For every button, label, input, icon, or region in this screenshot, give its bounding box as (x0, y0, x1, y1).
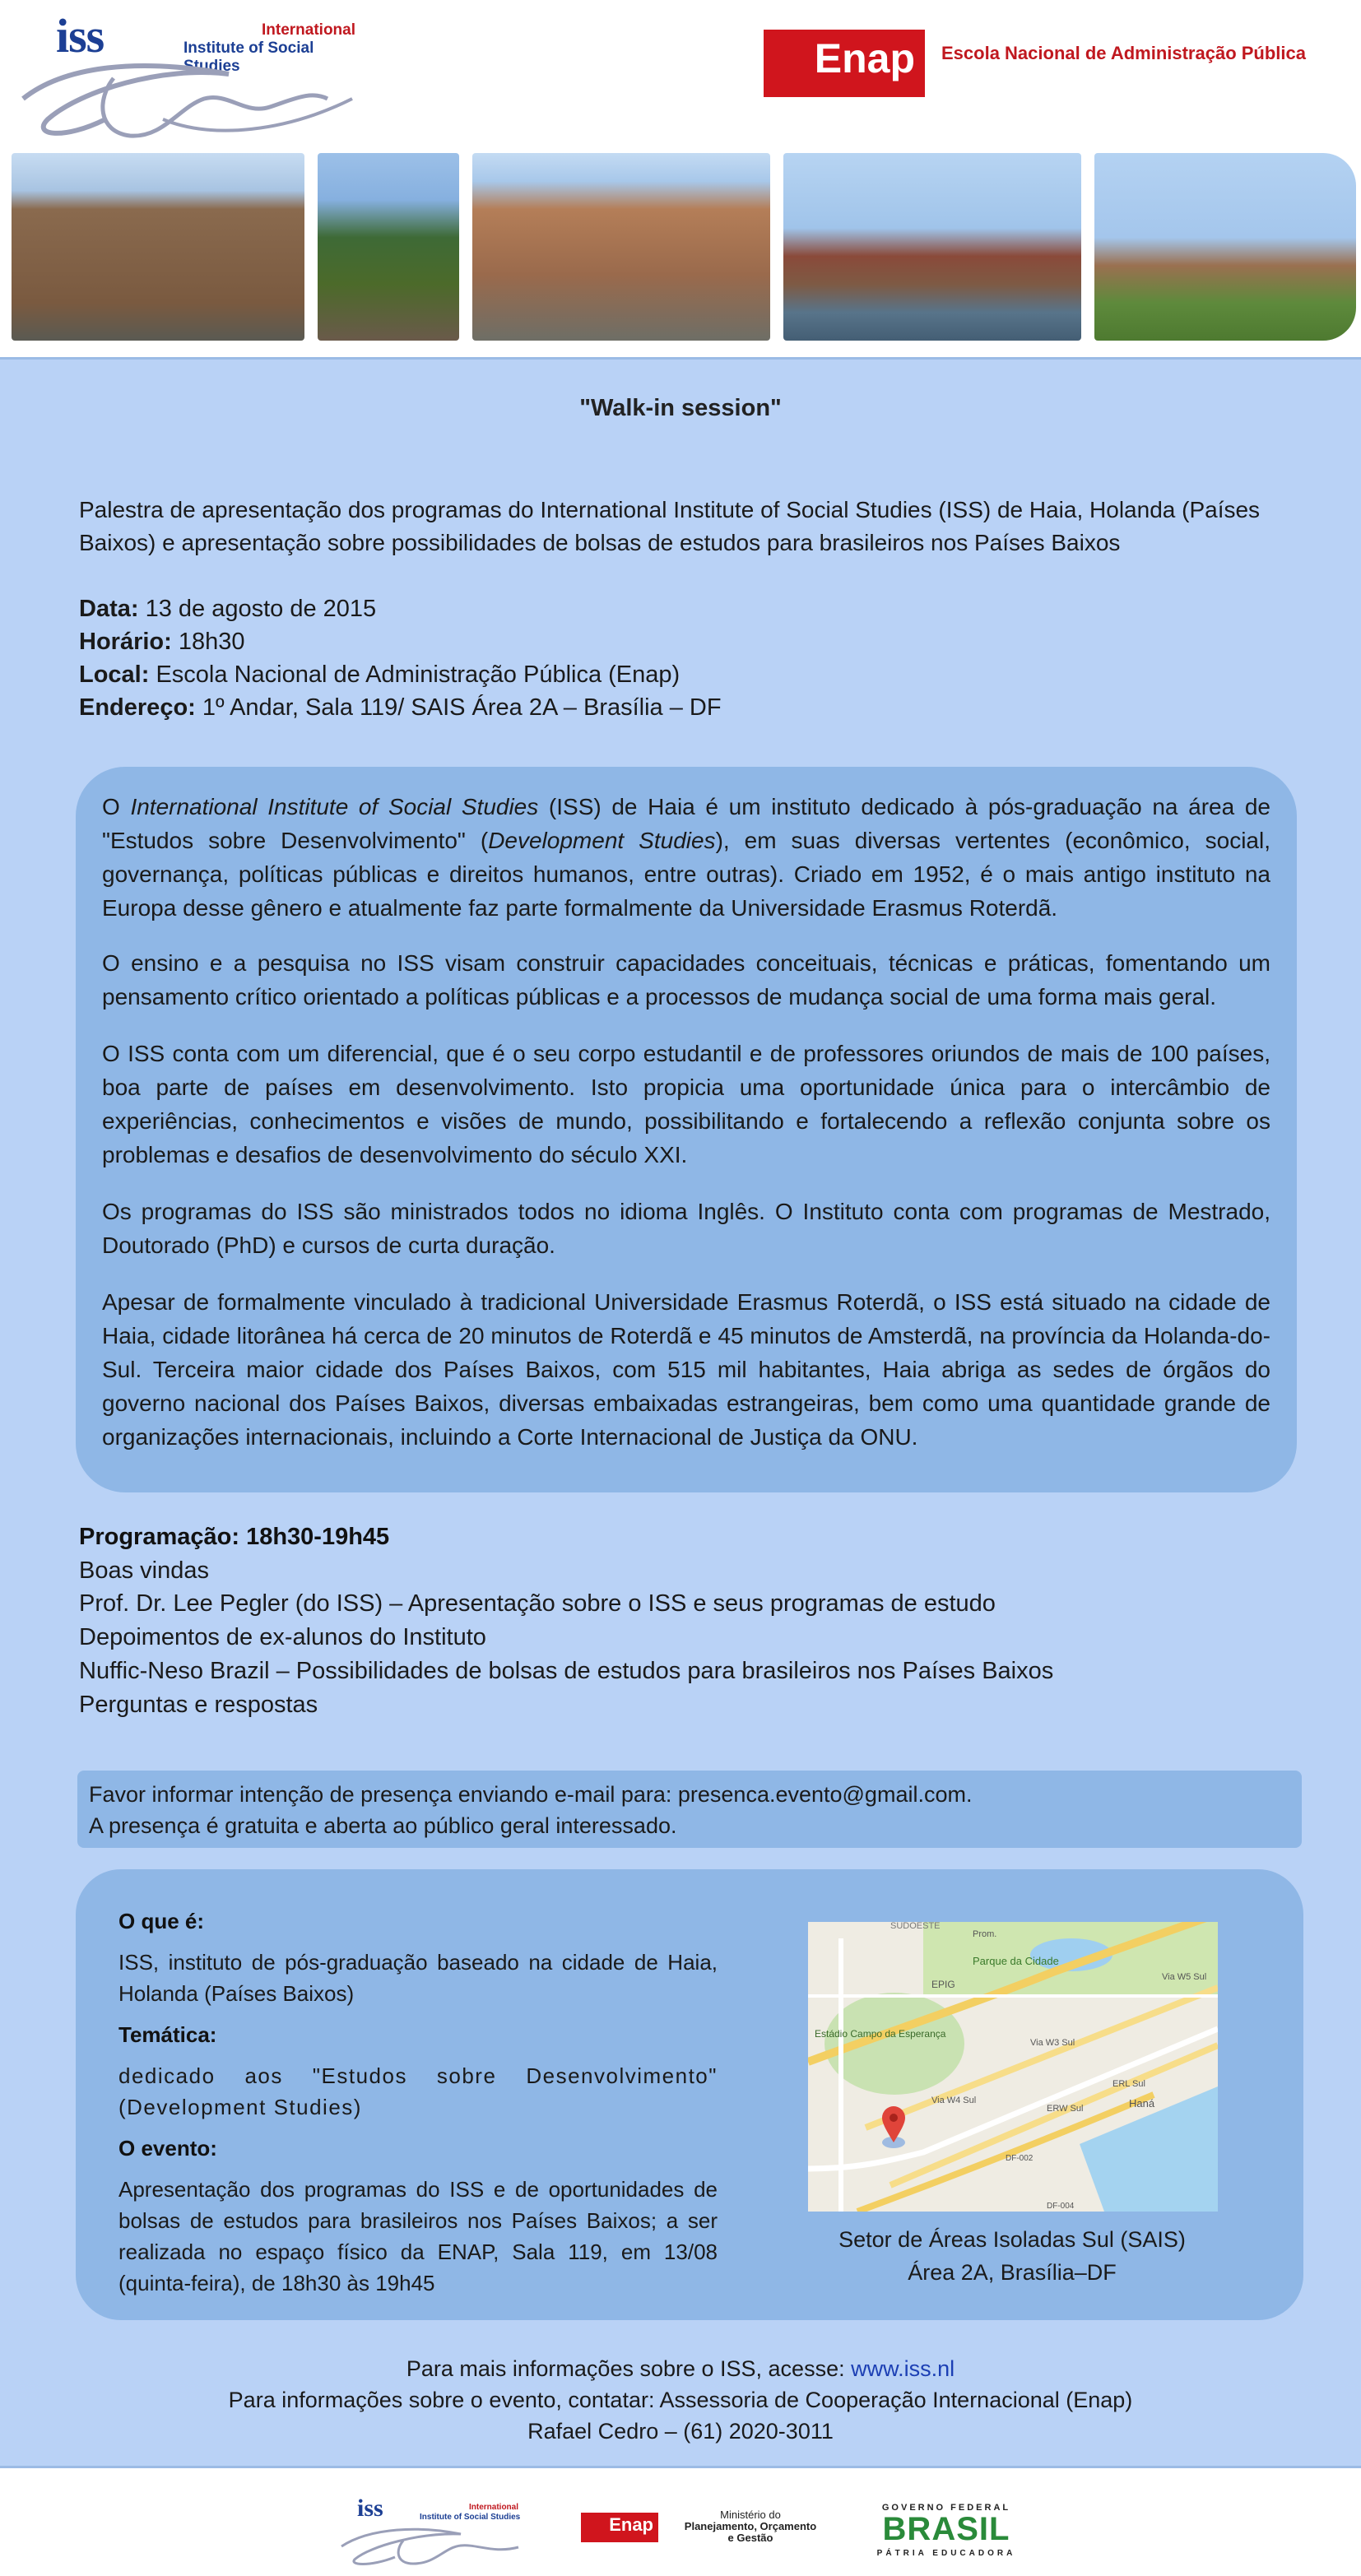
about-emphasis: International Institute of Social Studies (130, 794, 539, 819)
about-paragraph-2: O ensino e a pesquisa no ISS visam construir capacidades conceituais, técnicas e práticas, fomentando um pensamento crítico orientado a políticas públicas e a processos de mudança social de uma forma mais geral. (102, 950, 1270, 1010)
iss-logo-line1: International (262, 21, 356, 39)
map-label: Prom. (973, 1929, 997, 1939)
about-paragraph-4: Os programas do ISS são ministrados todos no idioma Inglês. O Instituto conta com programas de Mestrado, Doutorado (PhD) e cursos de curta duração. (102, 1199, 1270, 1258)
detail-value: Escola Nacional de Administração Pública (Enap) (149, 661, 680, 688)
footer-iss-logo (337, 2495, 527, 2567)
about-text: ), em suas diversas vertentes (econômico, social, governança, políticas públicas e direitos humanos, entre outras). Criado em 1952, é o mais antigo instituto na Europa desse gênero e atualmente faz parte formalmente da Universidade Erasmus Roterdã. (102, 828, 1270, 921)
map-graphic (808, 1922, 1218, 2212)
detail-label: Local: (79, 661, 150, 688)
footer-logos (0, 2476, 1361, 2576)
fact-text-theme: dedicado aos "Estudos sobre Desenvolvimento" (Development Studies) (118, 2063, 718, 2119)
map-caption (741, 2223, 1284, 2289)
about-paragraph-1 (102, 790, 1270, 925)
program-item: Nuffic-Neso Brazil – Possibilidades de bolsas de estudos para brasileiros nos Países Baixos (79, 1658, 1054, 1684)
enap-name: Escola Nacional de Administração Pública (941, 43, 1306, 63)
photo-townhouses (472, 153, 770, 341)
footer-brasil-logo (864, 2503, 1029, 2560)
program-item: Depoimentos de ex-alunos do Instituto (79, 1624, 486, 1650)
map-caption-line2: Área 2A, Brasília–DF (908, 2260, 1117, 2285)
map-label: Estádio Campo da Esperança (815, 2028, 946, 2040)
rsvp-box (77, 1771, 1302, 1848)
location-map[interactable] (808, 1922, 1218, 2212)
detail-value: 1º Andar, Sala 119/ SAIS Área 2A – Brasília – DF (195, 694, 722, 721)
about-box (76, 767, 1297, 1492)
photo-peace-palace (1094, 153, 1356, 341)
map-label: DF-002 (1006, 2154, 1034, 2163)
more-info-text: Para mais informações sobre o ISS, acesse: (406, 2356, 852, 2381)
erasmus-signature-icon (15, 41, 369, 148)
iss-logo-line2: Institute of Social Studies (183, 39, 314, 75)
detail-label: Endereço: (79, 694, 196, 721)
map-label: DF-004 (1047, 2202, 1075, 2211)
detail-date (79, 592, 376, 625)
fact-heading-theme: Temática: (118, 2022, 217, 2047)
footer-ministry-logo (668, 2509, 833, 2544)
about-emphasis: Development Studies (488, 828, 716, 853)
rsvp-email-line[interactable]: Favor informar intenção de presença enviando e-mail para: presenca.evento@gmail.com. (89, 1782, 973, 1807)
fact-heading-what: O que é: (118, 1909, 205, 1933)
map-caption-line1: Setor de Áreas Isoladas Sul (SAIS) (838, 2227, 1186, 2252)
map-label: SUDOESTE (890, 1922, 941, 1931)
enap-logo (764, 30, 925, 97)
detail-address (79, 691, 722, 724)
map-label: Via W4 Sul (931, 2096, 977, 2105)
detail-place (79, 658, 680, 691)
iss-logo-letters: iss (56, 9, 105, 63)
rsvp-note: A presença é gratuita e aberta ao público geral interessado. (89, 1813, 677, 1838)
fact-text-event: Apresentação dos programas do ISS e de oportunidades de bolsas de estudos para brasileiros nos Países Baixos; a ser realizada no espaço físico da ENAP, Sala 119, em 13/08 (quinta-feira), de 18h30 às 19h45 (118, 2177, 718, 2295)
map-label: Via W5 Sul (1162, 1972, 1207, 1982)
program-item: Prof. Dr. Lee Pegler (do ISS) – Apresentação sobre o ISS e seus programas de estudo (79, 1590, 996, 1617)
programacao-heading: Programação: 18h30-19h45 (79, 1524, 390, 1550)
session-title: "Walk-in session" (579, 395, 782, 421)
footer-ministry-line1: Ministério do (720, 2509, 781, 2521)
intro-text: Palestra de apresentação dos programas do International Institute of Social Studies (ISS) de Haia, Holanda (Países Baixos) e apresentação sobre possibilidades de bolsas de estudos para brasileiros nos Países Baixos (79, 497, 1261, 555)
contact-line: Para informações sobre o evento, contatar: Assessoria de Cooperação Internacional (Enap) (228, 2388, 1133, 2412)
footer-iss-line2: Institute of Social Studies (420, 2513, 521, 2522)
fact-text-what: ISS, instituto de pós-graduação baseado na cidade de Haia, Holanda (Países Baixos) (118, 1950, 718, 2006)
map-label: Via W3 Sul (1030, 2038, 1075, 2048)
photo-binnenhof (783, 153, 1081, 341)
phone-line: Rafael Cedro – (61) 2020-3011 (527, 2419, 834, 2444)
detail-label: Horário: (79, 629, 172, 655)
header (0, 0, 1361, 148)
map-pin-icon[interactable] (882, 2106, 905, 2148)
photo-strip (0, 148, 1361, 346)
footer-iss-line1: International (469, 2503, 519, 2512)
footer-gov-line: GOVERNO FEDERAL (881, 2503, 1011, 2513)
footer-ministry-line3: e Gestão (727, 2532, 773, 2544)
map-label: Parque da Cidade (973, 1955, 1059, 1967)
footer-ministry-line2: Planejamento, Orçamento (684, 2520, 817, 2532)
map-label: Haná (1129, 2097, 1155, 2110)
photo-canal (318, 153, 459, 341)
enap-logo-text: Enap (814, 35, 915, 81)
program-item: Boas vindas (79, 1557, 209, 1584)
detail-value: 18h30 (171, 629, 245, 655)
photo-iss-building (12, 153, 304, 341)
program-item: Perguntas e respostas (79, 1692, 318, 1718)
map-label: ERL Sul (1112, 2079, 1145, 2089)
detail-time (79, 625, 245, 658)
detail-value: 13 de agosto de 2015 (138, 596, 377, 622)
map-label: EPIG (931, 1979, 955, 1990)
more-info-line (0, 2356, 1361, 2382)
detail-label: Data: (79, 596, 139, 622)
fact-heading-event: O evento: (118, 2136, 217, 2161)
footer-enap-logo (581, 2513, 658, 2542)
map-label: ERW Sul (1047, 2104, 1084, 2114)
about-text: (ISS) de Haia é um instituto dedicado à pós-graduação na área de "Estudos sobre Desenvolvimento" ( (102, 794, 1271, 853)
about-text: O (102, 794, 131, 819)
footer-iss-letters: iss (357, 2495, 383, 2522)
iss-logo (15, 8, 369, 148)
about-paragraph-3: O ISS conta com um diferencial, que é o seu corpo estudantil e de professores oriundos de mais de 100 países, boa parte de países em desenvolvimento. Isto propicia uma oportunidade única para o intercâmbio de experiências, conhecimentos e visões de mundo, possibilitando e fortalecendo a reflexão conjunta sobre os problemas e desafios de desenvolvimento do século XXI. (102, 1041, 1270, 1167)
about-paragraph-5: Apesar de formalmente vinculado à tradicional Universidade Erasmus Roterdã, o ISS está situado na cidade de Haia, cidade litorânea há cerca de 20 minutos de Roterdã e 45 minutos de Amsterdã, na província da Holanda-do-Sul. Terceira maior cidade dos Países Baixos, com 515 mil habitantes, Haia abriga as sedes de órgãos do governo nacional dos Países Baixos, diversas embaixadas estrangeiras, bem como uma quantidade grande de organizações internacionais, incluindo a Corte Internacional de Justiça da ONU. (102, 1289, 1270, 1450)
footer-erasmus-signature-icon (337, 2518, 527, 2567)
iss-website-link[interactable]: www.iss.nl (851, 2356, 955, 2381)
footer-brasil-word: BRASIL (882, 2511, 1010, 2547)
footer-enap-text: Enap (609, 2514, 653, 2535)
footer-patria-line: PÁTRIA EDUCADORA (876, 2549, 1016, 2558)
